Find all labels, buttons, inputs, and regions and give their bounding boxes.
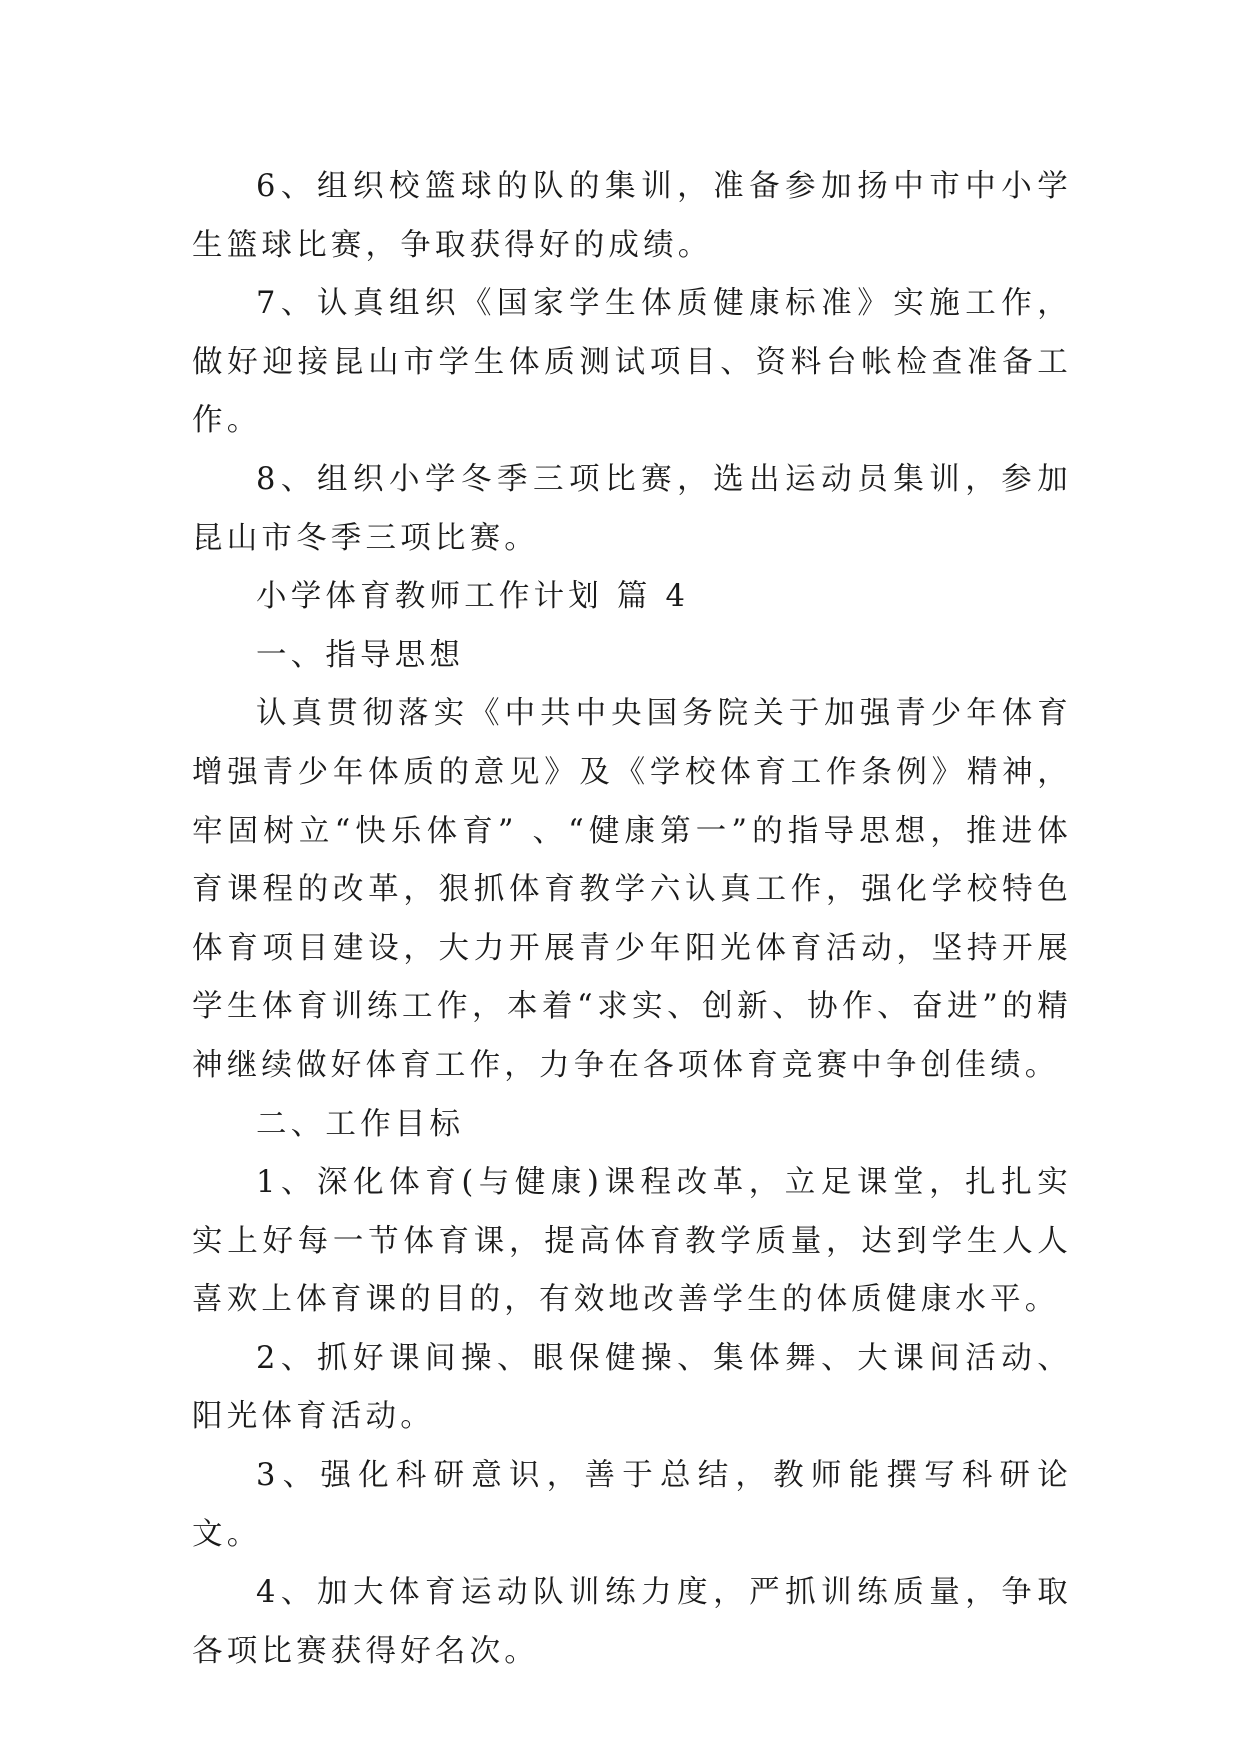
section-title: 小学体育教师工作计划 篇 4 (256, 579, 690, 615)
document-body (192, 158, 1072, 1681)
heading-work-goals: 二、工作目标 (256, 1106, 465, 1142)
paragraph-goal-3: 3、强化科研意识，善于总结，教师能撰写科研论文。 (192, 1458, 1072, 1552)
paragraph-goal-2: 2、抓好课间操、眼保健操、集体舞、大课间活动、阳光体育活动。 (192, 1340, 1072, 1435)
paragraph-item-8: 8、组织小学冬季三项比赛，选出运动员集训，参加昆山市冬季三项比赛。 (192, 461, 1072, 556)
paragraph-goal-4: 4、加大体育运动队训练力度，严抓训练质量，争取各项比赛获得好名次。 (192, 1575, 1072, 1669)
paragraph-item-6: 6、组织校篮球的队的集训，准备参加扬中市中小学生篮球比赛，争取获得好的成绩。 (192, 169, 1072, 263)
paragraph-guiding-ideology: 认真贯彻落实《中共中央国务院关于加强青少年体育增强青少年体质的意见》及《学校体育工作条例》精神，牢固树立“快乐体育” 、“健康第一”的指导思想，推进体育课程的改革，狠抓体育教学六认真工作，强化学校特色体育项目建设，大力开展青少年阳光体育活动，坚持开展学生体育训练工作，本着“求实、创新、协作、奋进”的精神继续做好体育工作，力争在各项体育竞赛中争创佳绩。 (192, 696, 1072, 1083)
heading-guiding-ideology: 一、指导思想 (256, 637, 465, 673)
paragraph-goal-1: 1、深化体育(与健康)课程改革，立足课堂，扎扎实实上好每一节体育课，提高体育教学质量，达到学生人人喜欢上体育课的目的，有效地改善学生的体质健康水平。 (192, 1165, 1072, 1318)
paragraph-item-7: 7、认真组织《国家学生体质健康标准》实施工作，做好迎接昆山市学生体质测试项目、资料台帐检查准备工作。 (192, 286, 1072, 439)
